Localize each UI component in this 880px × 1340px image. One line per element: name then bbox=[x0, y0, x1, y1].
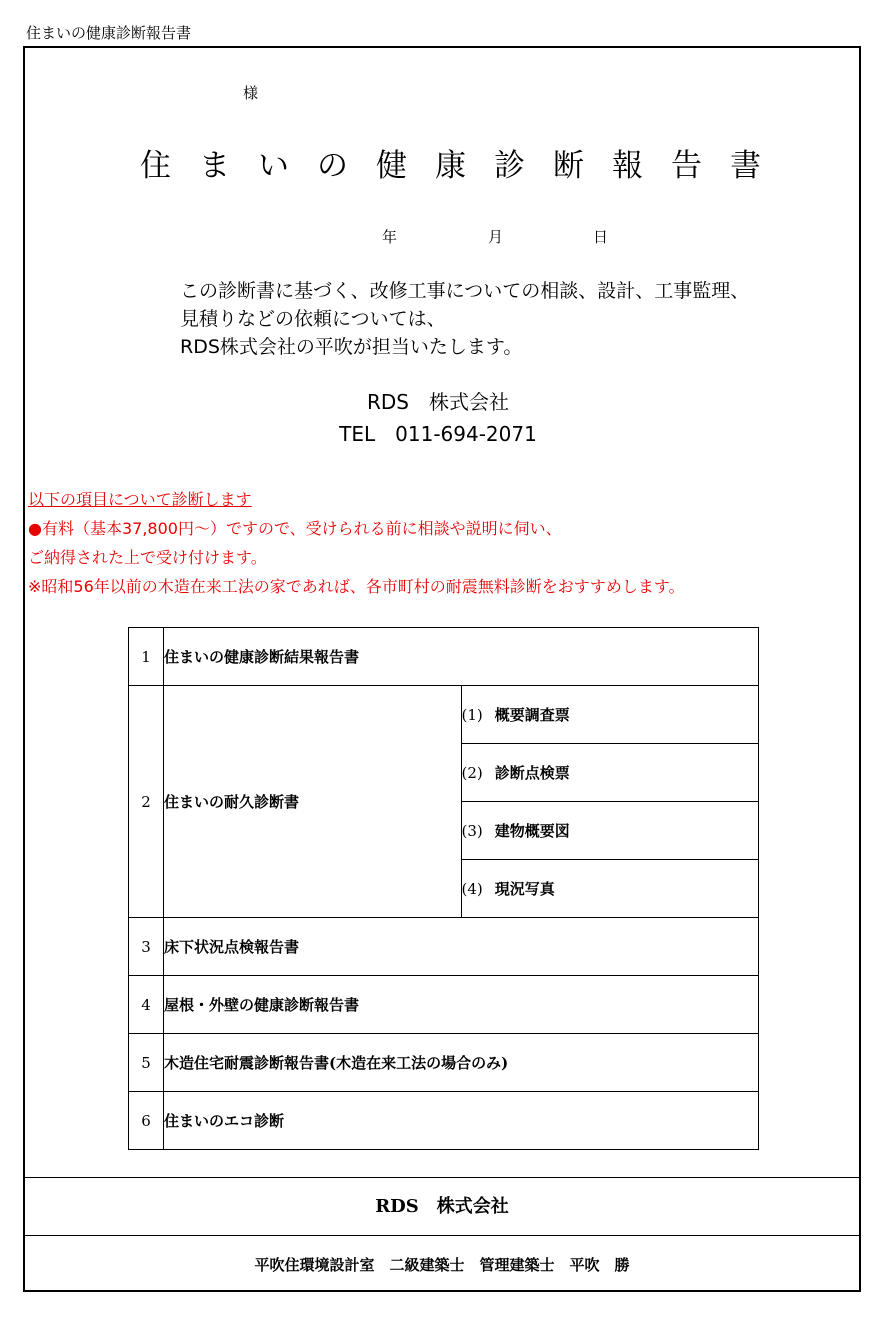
item-number: 2 bbox=[129, 686, 164, 918]
sub-item bbox=[461, 744, 759, 802]
notes-line: ご納得された上で受け付けます。 bbox=[28, 548, 267, 567]
intro-line: 見積りなどの依頼については、 bbox=[180, 308, 446, 330]
item-number: 3 bbox=[129, 918, 164, 976]
item-name: 屋根・外壁の健康診断報告書 bbox=[164, 976, 759, 1034]
sub-item-number: (1) bbox=[461, 706, 483, 724]
intro-paragraph bbox=[180, 277, 820, 361]
footer-office-line: 平吹住環境設計室 二級建築士 管理建築士 平吹 勝 bbox=[254, 1256, 630, 1274]
item-number: 5 bbox=[129, 1034, 164, 1092]
table-row bbox=[129, 918, 759, 976]
company-tel: TEL 011-694-2071 bbox=[339, 422, 537, 446]
date-year-label: 年 bbox=[382, 228, 398, 246]
date-day-label: 日 bbox=[593, 228, 609, 246]
item-name: 木造住宅耐震診断報告書(木造在来工法の場合のみ) bbox=[164, 1034, 759, 1092]
sub-item bbox=[461, 686, 759, 744]
item-name: 住まいのエコ診断 bbox=[164, 1092, 759, 1150]
notes-line: ※昭和56年以前の木造在来工法の家であれば、各市町村の耐震無料診断をおすすめします。 bbox=[28, 577, 685, 596]
table-row bbox=[129, 1092, 759, 1150]
table-row bbox=[129, 686, 759, 744]
company-name: RDS 株式会社 bbox=[367, 390, 509, 414]
sub-item bbox=[461, 860, 759, 918]
table-row bbox=[129, 628, 759, 686]
item-number: 6 bbox=[129, 1092, 164, 1150]
report-title: 住まいの健康診断報告書 bbox=[140, 148, 789, 184]
table-row bbox=[129, 1034, 759, 1092]
addressee-suffix: 様 bbox=[243, 84, 259, 102]
company-contact bbox=[238, 386, 638, 450]
item-number: 1 bbox=[129, 628, 164, 686]
item-name: 住まいの健康診断結果報告書 bbox=[164, 628, 759, 686]
notes-heading: 以下の項目について診断します bbox=[28, 490, 252, 509]
sub-item bbox=[461, 802, 759, 860]
sub-item-name: 建物概要図 bbox=[494, 822, 570, 840]
table-row bbox=[129, 976, 759, 1034]
item-name: 住まいの耐久診断書 bbox=[164, 686, 462, 918]
document-caption: 住まいの健康診断報告書 bbox=[26, 24, 192, 42]
footer-company-name: RDS 株式会社 bbox=[23, 1177, 861, 1236]
sub-item-number: (3) bbox=[461, 822, 483, 840]
sub-item-name: 概要調査票 bbox=[494, 706, 570, 724]
sub-item-name: 診断点検票 bbox=[494, 764, 570, 782]
diagnosis-notes bbox=[28, 485, 858, 601]
sub-item-number: (2) bbox=[461, 764, 483, 782]
intro-line: この診断書に基づく、改修工事についての相談、設計、工事監理、 bbox=[180, 280, 750, 302]
date-month-label: 月 bbox=[488, 228, 504, 246]
notes-line: ●有料（基本37,800円～）ですので、受けられる前に相談や説明に伺い、 bbox=[28, 519, 562, 538]
diagnosis-items-table bbox=[128, 627, 759, 1150]
sub-item-number: (4) bbox=[461, 880, 483, 898]
item-name: 床下状況点検報告書 bbox=[164, 918, 759, 976]
item-number: 4 bbox=[129, 976, 164, 1034]
sub-item-name: 現況写真 bbox=[494, 880, 555, 898]
intro-line: RDS株式会社の平吹が担当いたします。 bbox=[180, 336, 523, 358]
